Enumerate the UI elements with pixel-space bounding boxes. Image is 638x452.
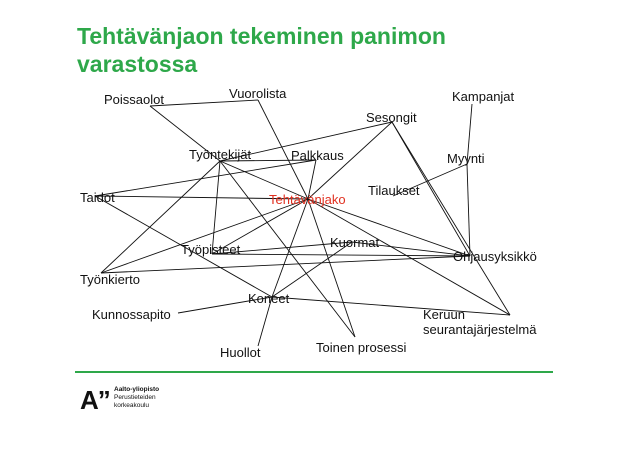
node-kunnossapito: Kunnossapito xyxy=(92,307,171,322)
node-tyonkierto: Työnkierto xyxy=(80,272,140,287)
edge-tehtavanjako-toinen xyxy=(308,199,355,337)
edge-tyopisteet-ohjausyksikko xyxy=(212,254,470,256)
node-sesongit: Sesongit xyxy=(366,110,417,125)
node-poissaolot: Poissaolot xyxy=(104,92,164,107)
node-kampanjat: Kampanjat xyxy=(452,89,515,104)
node-palkkaus: Palkkaus xyxy=(291,148,344,163)
edge-kuormat-koneet xyxy=(272,242,352,297)
node-keruu-line-2: seurantajärjestelmä xyxy=(423,322,537,337)
node-tilaukset: Tilaukset xyxy=(368,183,420,198)
aalto-logo-mark: A” xyxy=(80,385,110,415)
node-myynti: Myynti xyxy=(447,151,485,166)
node-tyontekijat: Työntekijät xyxy=(189,147,252,162)
edge-palkkaus-taidot xyxy=(95,160,316,196)
logo-university-name: Aalto-yliopisto xyxy=(114,386,160,393)
node-tyopisteet: Työpisteet xyxy=(181,242,241,257)
aalto-logo-text xyxy=(114,386,159,410)
node-vuorolista: Vuorolista xyxy=(229,86,287,101)
node-koneet: Koneet xyxy=(248,291,290,306)
node-ohjausyksikko: Ohjausyksikkö xyxy=(453,249,537,264)
node-keruun-seurantajarjestelma xyxy=(423,307,536,337)
node-keruu-line-1: Keruun xyxy=(423,307,465,322)
aalto-logo xyxy=(80,386,240,414)
edge-tehtavanjako-tyonkierto xyxy=(101,199,308,273)
node-taidot: Taidot xyxy=(80,190,115,205)
edge-tyonkierto-ohjausyksikko xyxy=(101,256,470,273)
logo-school-line-2: korkeakoulu xyxy=(114,402,150,409)
node-huollot: Huollot xyxy=(220,345,261,360)
footer-divider xyxy=(75,371,553,373)
edge-tyontekijat-tyopisteet xyxy=(212,161,220,254)
edge-myynti-ohjausyksikko xyxy=(467,164,470,256)
logo-school-line-1: Perustieteiden xyxy=(114,394,156,401)
node-tehtavanjako: Tehtävänjako xyxy=(269,192,346,207)
node-kuormat: Kuormat xyxy=(330,235,380,250)
slide-title: Tehtävänjaon tekeminen panimon varastossa xyxy=(77,23,446,77)
node-toinen-prosessi: Toinen prosessi xyxy=(316,340,407,355)
